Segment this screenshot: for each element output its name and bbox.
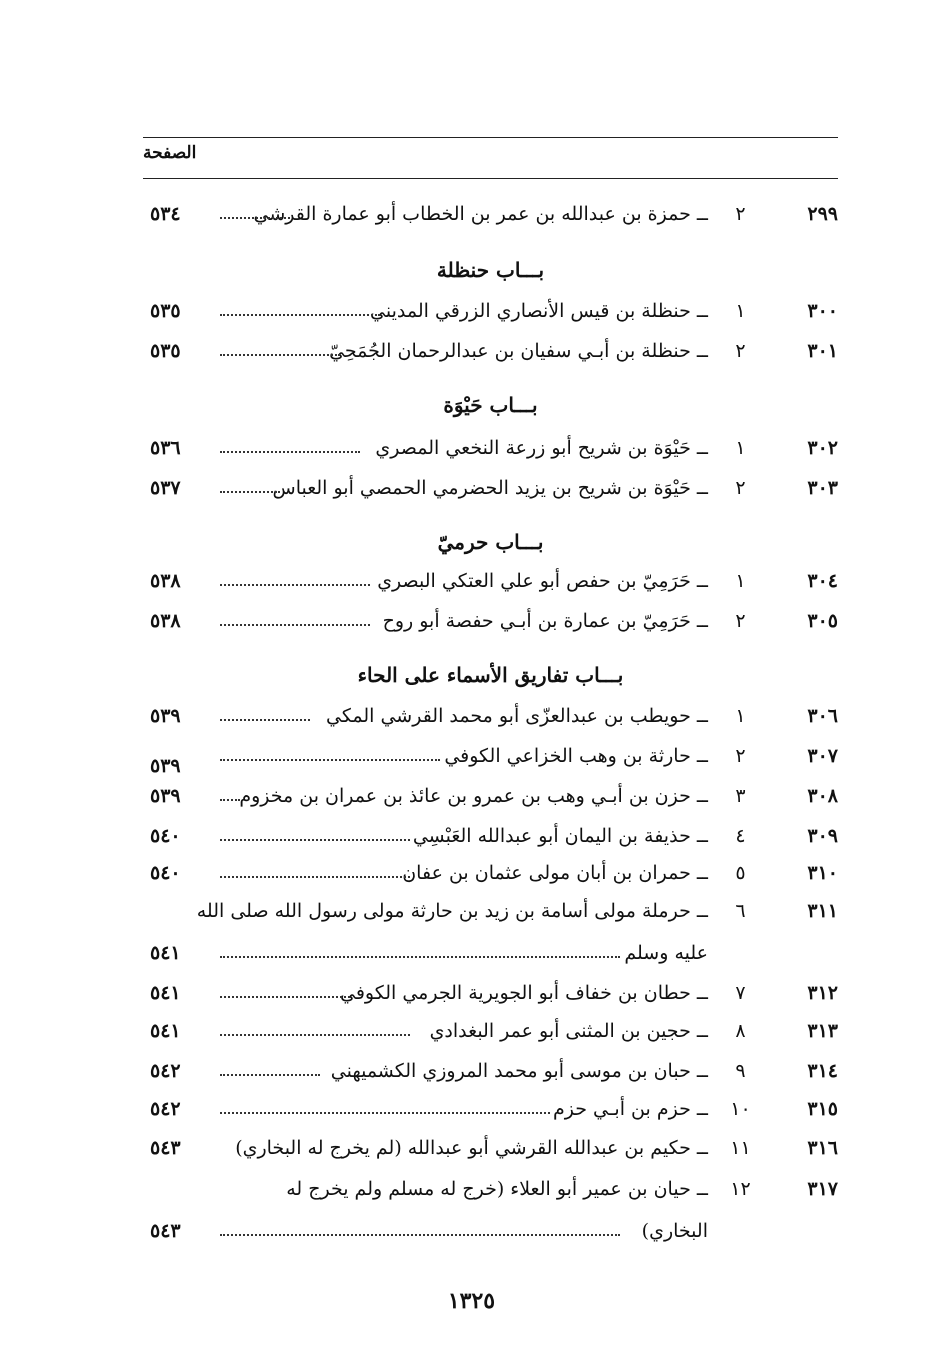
entry-page: ٥٤١ [150,1020,181,1042]
entry-index: ١ [735,300,746,322]
section-heading: بـــاب حرميّ [437,530,544,554]
entry-title: ــ حرملة مولى أسامة بن زيد بن حارثة مولى رسول الله صلى الله [196,900,708,922]
index-entry [150,825,838,859]
entry-page: ٥٤٠ [150,862,181,884]
index-entry [150,1178,838,1212]
entry-title: ــ حنظلة بن قيس الأنصاري الزرقي المديني [370,300,708,322]
index-entry [150,862,838,896]
entry-page: ٥٣٩ [150,755,181,777]
entry-index: ٨ [735,1020,746,1042]
index-entry [150,1060,838,1094]
index-entry [150,437,838,471]
entry-number: ٣١٢ [807,982,838,1004]
entry-index: ١ [735,570,746,592]
entry-index: ٧ [735,982,746,1004]
page-column-header: الصفحة [143,143,197,163]
entry-title: ــ حَرَمِيّ بن حفص أبو علي العتكي البصري [377,570,708,592]
entry-title: ــ حمزة بن عبدالله بن عمر بن الخطاب أبو عمارة القرشي [253,203,708,225]
entry-number: ٣١٦ [807,1137,838,1159]
entry-number: ٣١٣ [807,1020,838,1042]
entry-page: ٥٣٩ [150,785,181,807]
entry-number: ٣١٤ [807,1060,838,1082]
leader-dots [220,1034,410,1036]
index-entry-continuation [150,1220,838,1254]
top-rule [143,137,838,138]
entry-index: ٢ [735,477,746,499]
index-entry [150,982,838,1016]
entry-page: ٥٣٩ [150,705,181,727]
index-entry [150,785,838,819]
leader-dots [220,451,360,453]
entry-page: ٥٣٨ [150,570,181,592]
entry-page: ٥٣٥ [150,300,181,322]
entry-number: ٣٠٢ [807,437,838,459]
index-entry [150,340,838,374]
entry-number: ٣١٠ [807,862,838,884]
entry-page: ٥٤٢ [150,1098,181,1120]
index-entry [150,705,838,739]
entry-index: ١٠ [730,1098,751,1120]
entry-index: ٥ [735,862,746,884]
index-entry [150,300,838,334]
entry-page: ٥٣٦ [150,437,181,459]
leader-dots [220,1234,620,1236]
leader-dots [220,217,290,219]
entry-title: ــ حويطب بن عبدالعزّى أبو محمد القرشي المكي [326,705,708,727]
entry-title: ــ حارثة بن وهب الخزاعي الكوفي [444,745,708,767]
entry-number: ٣١٥ [807,1098,838,1120]
index-entry-continuation [150,942,838,976]
entry-page: ٥٣٧ [150,477,181,499]
entry-title: ــ حجين بن المثنى أبو عمر البغدادي [429,1020,708,1042]
entry-number: ٣٠٧ [807,745,838,767]
entry-title: ــ حمران بن أبان مولى عثمان بن عفان [402,862,708,884]
entry-index: ٣ [735,785,746,807]
entry-number: ٣٠٤ [807,570,838,592]
index-entry [150,570,838,604]
entry-page: ٥٤٠ [150,825,181,847]
entry-number: ٣١١ [807,900,838,922]
entry-title: ــ حبان بن موسى أبو محمد المروزي الكشميهني [330,1060,708,1082]
leader-dots [220,1112,550,1114]
index-entry [150,477,838,511]
leader-dots [220,719,310,721]
entry-title: ــ حَيْوَة بن شريح بن يزيد الحضرمي الحمصي أبو العباس [272,477,708,499]
index-entry [150,610,838,644]
entry-number: ٣٠٩ [807,825,838,847]
entry-index: ٢ [735,340,746,362]
entry-page: ٥٤١ [150,942,181,964]
leader-dots [220,839,410,841]
entry-title: البخاري) [641,1220,708,1242]
entry-index: ٦ [735,900,746,922]
entry-number: ٣٠٠ [807,300,838,322]
entry-title: ــ حَيْوَة بن شريح أبو زرعة النخعي المصري [375,437,708,459]
index-entry [150,745,838,779]
entry-page: ٥٤٣ [150,1220,181,1242]
index-entry [150,1098,838,1132]
leader-dots [220,1074,320,1076]
entry-index: ١٢ [730,1178,751,1200]
index-entry [150,900,838,934]
entry-number: ٣٠٣ [807,477,838,499]
index-entry [150,1137,838,1171]
entry-number: ٣٠٥ [807,610,838,632]
entry-page: ٥٤٣ [150,1137,181,1159]
entry-page: ٥٣٤ [150,203,181,225]
entry-number: ٣٠١ [807,340,838,362]
section-heading: بـــاب تفاريق الأسماء على الحاء [357,663,624,687]
entry-title: ــ حنظلة بن أبـي سفيان بن عبدالرحمان الجُمَحِيّ [329,340,708,362]
entry-title: ــ حيان بن عمير أبو العلاء (خرج له مسلم ولم يخرج له [286,1178,708,1200]
entry-index: ٢ [735,745,746,767]
leader-dots [220,799,240,801]
entry-title: ــ حكيم بن عبدالله القرشي أبو عبدالله (لم يخرج له البخاري) [235,1137,708,1159]
entry-page: ٥٤١ [150,982,181,1004]
index-entry [150,1020,838,1054]
entry-number: ٣١٧ [807,1178,838,1200]
leader-dots [220,956,620,958]
section-heading: بـــاب حَيْوَة [443,393,538,417]
entry-index: ٩ [735,1060,746,1082]
entry-index: ٢ [735,610,746,632]
entry-title: ــ حَرَمِيّ بن عمارة بن أبـي حفصة أبو روح [382,610,708,632]
entry-title: ــ حذيفة بن اليمان أبو عبدالله العَبْسِي [412,825,708,847]
leader-dots [220,876,410,878]
header-rule [143,178,838,179]
leader-dots [220,624,370,626]
leader-dots [220,354,340,356]
entry-title: عليه وسلم [624,942,708,964]
entry-number: ٢٩٩ [807,203,838,225]
leader-dots [220,996,350,998]
entry-number: ٣٠٨ [807,785,838,807]
entry-index: ١ [735,705,746,727]
entry-page: ٥٣٨ [150,610,181,632]
page-number: ١٣٢٥ [447,1288,496,1314]
leader-dots [220,491,280,493]
entry-index: ١ [735,437,746,459]
entry-index: ٢ [735,203,746,225]
entry-title: ــ حزن بن أبـي وهب بن عمرو بن عائذ بن عمران بن مخزوم [239,785,708,807]
entry-index: ١١ [730,1137,751,1159]
entry-number: ٣٠٦ [807,705,838,727]
entry-page: ٥٤٢ [150,1060,181,1082]
entry-page: ٥٣٥ [150,340,181,362]
leader-dots [220,584,370,586]
section-heading: بـــاب حنظلة [436,258,545,282]
entry-index: ٤ [735,825,746,847]
entry-title: ــ حزم بن أبـي حزم [553,1098,708,1120]
leader-dots [220,759,440,761]
leader-dots [220,314,380,316]
entry-title: ــ حطان بن خفاف أبو الجويرية الجرمي الكوفي [340,982,708,1004]
index-entry [150,203,838,237]
